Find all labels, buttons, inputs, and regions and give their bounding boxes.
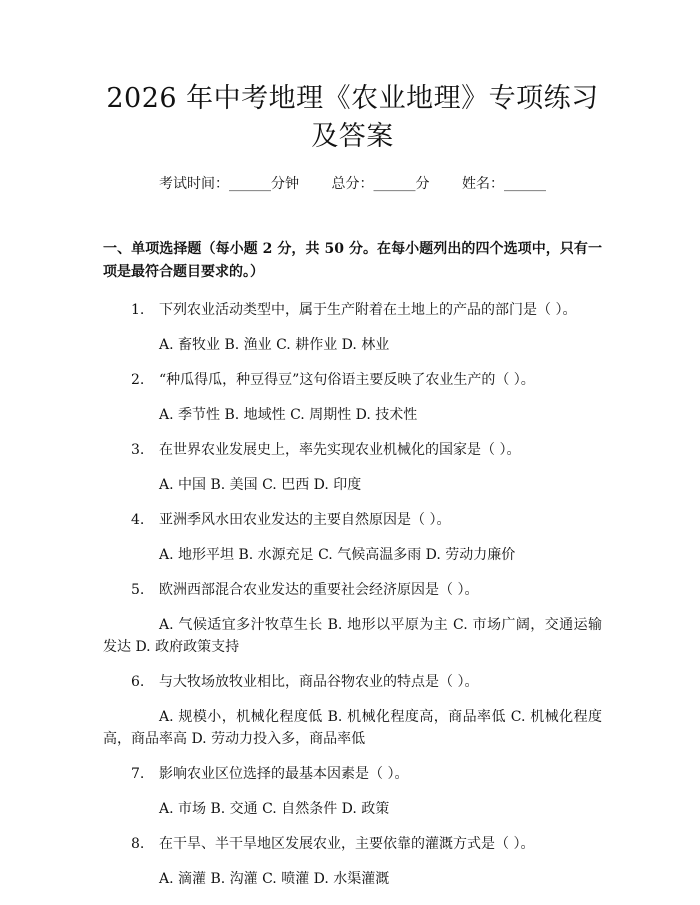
question-stem	[103, 300, 602, 320]
question-stem	[103, 580, 602, 600]
question-text: 影响农业区位选择的最基本因素是（ ）。	[159, 766, 409, 782]
question-text: 欧洲西部混合农业发达的重要社会经济原因是（ ）。	[159, 582, 479, 598]
question-item	[103, 300, 602, 356]
question-number: 8.	[131, 836, 145, 852]
question-stem	[103, 834, 602, 854]
question-number: 3.	[131, 442, 145, 458]
question-item	[103, 370, 602, 426]
question-number: 1.	[131, 302, 145, 318]
question-options: A. 滴灌 B. 沟灌 C. 喷灌 D. 水渠灌溉	[159, 871, 390, 887]
question-number: 5.	[131, 582, 145, 598]
question-item	[103, 672, 602, 750]
question-stem	[103, 672, 602, 692]
question-item	[103, 834, 602, 890]
question-item	[103, 764, 602, 820]
question-options: A. 中国 B. 美国 C. 巴西 D. 印度	[159, 477, 362, 493]
question-stem	[103, 510, 602, 530]
question-text: 亚洲季风水田农业发达的主要自然原因是（ ）。	[159, 512, 451, 528]
question-text: 在干旱、半干旱地区发展农业，主要依靠的灌溉方式是（ ）。	[159, 836, 535, 852]
question-item	[103, 580, 602, 658]
question-text: 在世界农业发展史上，率先实现农业机械化的国家是（ ）。	[159, 442, 521, 458]
question-stem	[103, 370, 602, 390]
section-heading: 一、单项选择题（每小题 2 分，共 50 分。在每小题列出的四个选项中，只有一项是最符合题目要求的。）	[103, 241, 602, 280]
question-number: 7.	[131, 766, 145, 782]
total-score-field: 总分：______分	[331, 176, 430, 192]
exam-info-line	[103, 174, 602, 194]
exam-time-field: 考试时间：______分钟	[159, 176, 300, 192]
question-options: A. 季节性 B. 地域性 C. 周期性 D. 技术性	[159, 407, 418, 423]
question-options: A. 地形平坦 B. 水源充足 C. 气候高温多雨 D. 劳动力廉价	[159, 547, 516, 563]
question-options: A. 市场 B. 交通 C. 自然条件 D. 政策	[159, 801, 390, 817]
question-text: “种瓜得瓜，种豆得豆”这句俗语主要反映了农业生产的（ ）。	[159, 372, 535, 388]
question-options: A. 规模小，机械化程度低 B. 机械化程度高，商品率低 C. 机械化程度高，商品率高 D. 劳动力投入多，商品率低	[103, 709, 602, 747]
question-options: A. 气候适宜多汁牧草生长 B. 地形以平原为主 C. 市场广阔，交通运输发达 D. 政府政策支持	[103, 617, 602, 655]
question-item	[103, 440, 602, 496]
question-text: 下列农业活动类型中，属于生产附着在土地上的产品的部门是（ ）。	[159, 302, 577, 318]
question-list	[103, 300, 602, 890]
question-stem	[103, 764, 602, 784]
question-stem	[103, 440, 602, 460]
question-item	[103, 510, 602, 566]
question-options: A. 畜牧业 B. 渔业 C. 耕作业 D. 林业	[159, 337, 390, 353]
question-number: 6.	[131, 674, 145, 690]
document-title: 2026 年中考地理《农业地理》专项练习及答案	[106, 83, 599, 152]
question-number: 4.	[131, 512, 145, 528]
student-name-field: 姓名：______	[461, 176, 546, 192]
question-number: 2.	[131, 372, 145, 388]
question-text: 与大牧场放牧业相比，商品谷物农业的特点是（ ）。	[159, 674, 479, 690]
